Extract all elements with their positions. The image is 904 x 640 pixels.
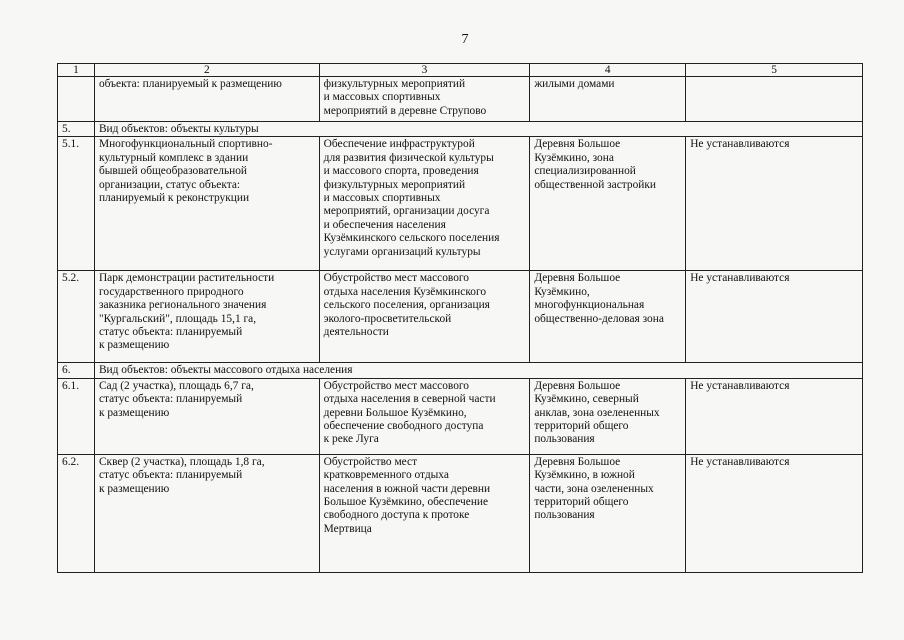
header-cell: 2 — [94, 64, 319, 77]
header-cell: 4 — [530, 64, 686, 77]
section-row — [58, 122, 863, 137]
purpose-cell: Обустройство мест массового отдыха населения в северной части деревни Большое Кузёмкино, обеспечение свободного доступа к реке Луга — [319, 378, 530, 454]
object-name-cell: Сад (2 участка), площадь 6,7 га, статус объекта: планируемый к размещению — [94, 378, 319, 454]
purpose-cell: Обустройство мест массового отдыха населения Кузёмкинского сельского поселения, организация эколого-просветительской деятельности — [319, 271, 530, 363]
section-title-cell: Вид объектов: объекты культуры — [94, 122, 862, 137]
row-number-cell — [58, 77, 95, 122]
page-number: 7 — [461, 32, 469, 47]
header-cell: 1 — [58, 64, 95, 77]
header-cell: 5 — [686, 64, 863, 77]
header-cell: 3 — [319, 64, 530, 77]
row-number-cell: 5.2. — [58, 271, 95, 363]
location-cell: Деревня Большое Кузёмкино, северный анклав, зона озелененных территорий общего пользования — [530, 378, 686, 454]
section-number-cell: 6. — [58, 363, 95, 378]
location-cell: Деревня Большое Кузёмкино, в южной части, зона озелененных территорий общего пользования — [530, 454, 686, 572]
zones-cell — [686, 77, 863, 122]
section-number-cell: 5. — [58, 122, 95, 137]
object-name-cell: Многофункциональный спортивно- культурный комплекс в здании бывшей общеобразовательной организации, статус объекта: планируемый к реконструкции — [94, 137, 319, 271]
zones-cell: Не устанавливаются — [686, 271, 863, 363]
section-title-cell: Вид объектов: объекты массового отдыха населения — [94, 363, 862, 378]
object-name-cell: Парк демонстрации растительности государственного природного заказника регионального значения "Кургальский", площадь 15,1 га, статус объекта: планируемый к размещению — [94, 271, 319, 363]
table-row — [58, 271, 863, 363]
section-row — [58, 363, 863, 378]
row-number-cell: 5.1. — [58, 137, 95, 271]
table-header-row — [58, 64, 863, 77]
table-row — [58, 454, 863, 572]
row-number-cell: 6.2. — [58, 454, 95, 572]
table-row — [58, 77, 863, 122]
zones-cell: Не устанавливаются — [686, 137, 863, 271]
location-cell: жилыми домами — [530, 77, 686, 122]
purpose-cell: физкультурных мероприятий и массовых спортивных мероприятий в деревне Струпово — [319, 77, 530, 122]
location-cell: Деревня Большое Кузёмкино, зона специализированной общественной застройки — [530, 137, 686, 271]
zones-cell: Не устанавливаются — [686, 378, 863, 454]
planning-table — [57, 63, 863, 573]
zones-cell: Не устанавливаются — [686, 454, 863, 572]
object-name-cell: Сквер (2 участка), площадь 1,8 га, статус объекта: планируемый к размещению — [94, 454, 319, 572]
location-cell: Деревня Большое Кузёмкино, многофункциональная общественно-деловая зона — [530, 271, 686, 363]
object-name-cell: объекта: планируемый к размещению — [94, 77, 319, 122]
purpose-cell: Обустройство мест кратковременного отдыха населения в южной части деревни Большое Кузёмкино, обеспечение свободного доступа к протоке Мертвица — [319, 454, 530, 572]
purpose-cell: Обеспечение инфраструктурой для развития физической культуры и массового спорта, проведения физкультурных мероприятий и массовых спортивных мероприятий, организации досуга и обеспечения населения Кузёмкинского сельского поселения услугами организаций культуры — [319, 137, 530, 271]
table-row — [58, 137, 863, 271]
table-row — [58, 378, 863, 454]
row-number-cell: 6.1. — [58, 378, 95, 454]
